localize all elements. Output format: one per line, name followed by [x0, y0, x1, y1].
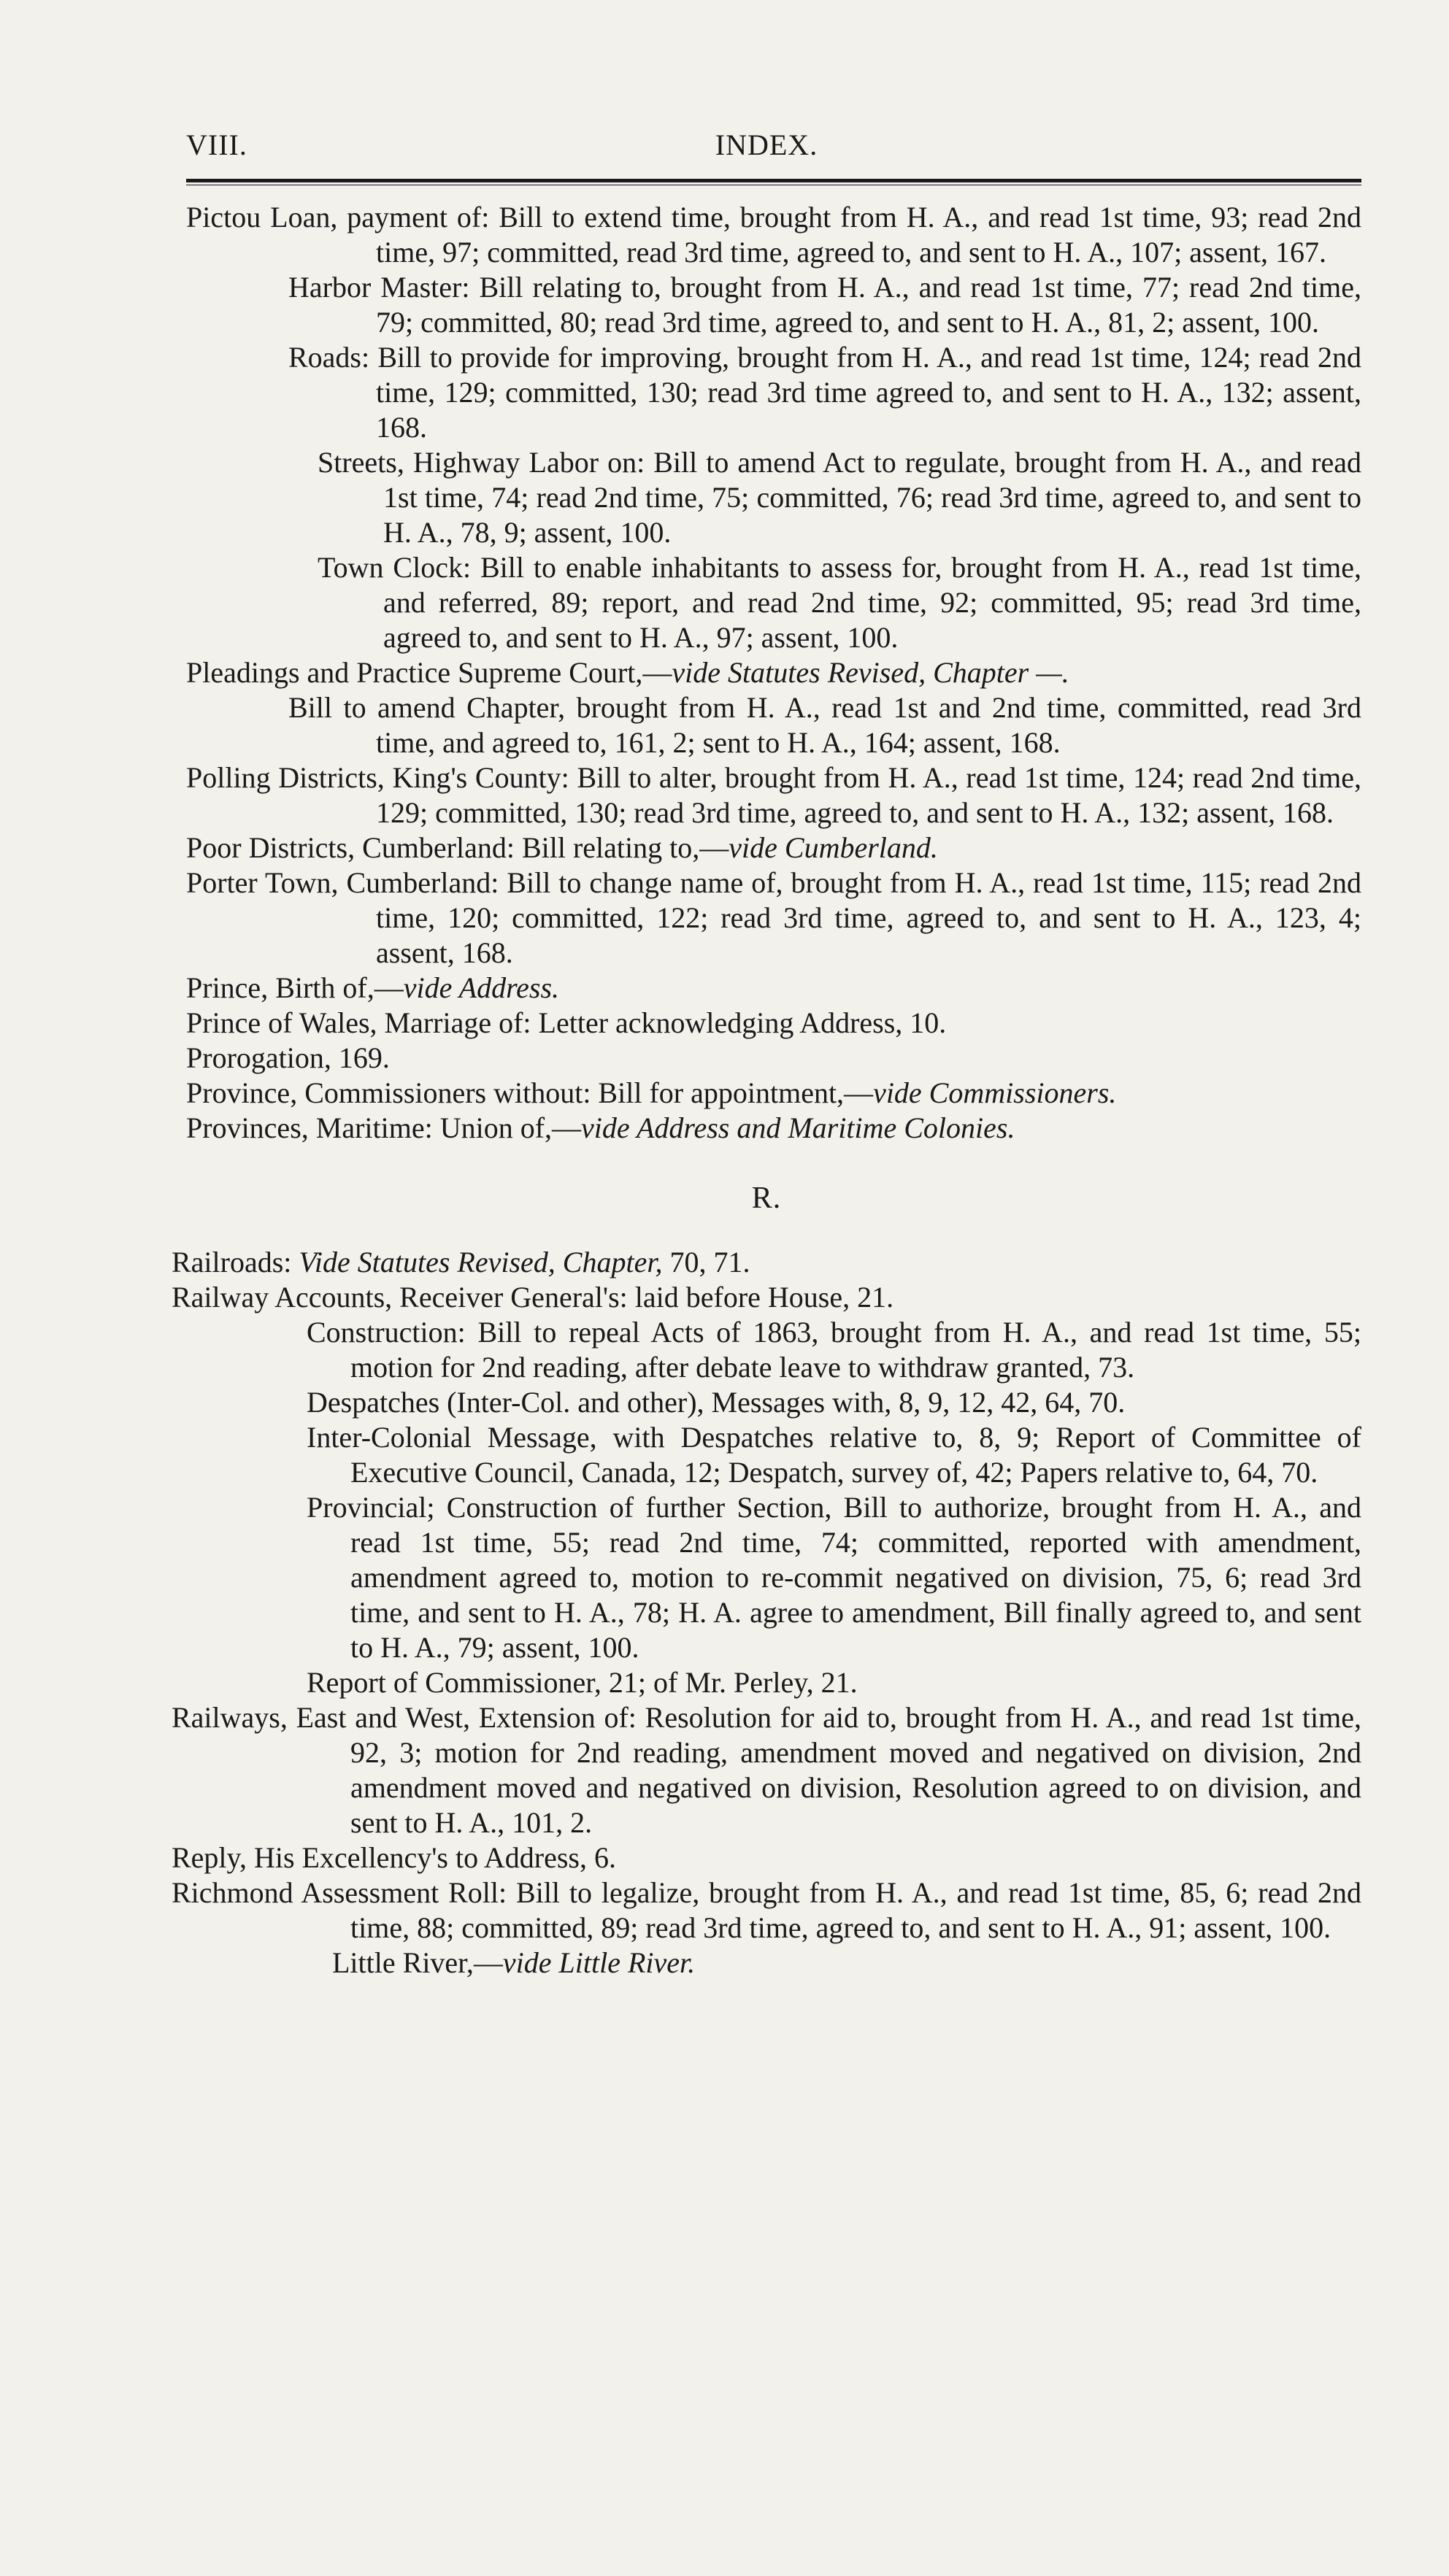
index-subentry: Town Clock: Bill to enable inhabitants to assess for, brought from H. A., read 1st time, and referred, 89; report, and read 2nd time, 92; committed, 95; read 3rd time, agreed to, and sent to H. A., 97; assent, 100.: [318, 551, 1361, 654]
header-rule: [186, 179, 1361, 185]
page-title: INDEX.: [715, 128, 818, 161]
index-subentry: Provincial; Construction of further Section, Bill to authorize, brought from H. A., and read 1st time, 55; read 2nd time, 74; committed, reported with amendment, amendment agreed to, motion to re-commit negatived on division, 75, 6; read 3rd time, and sent to H. A., 78; H. A. agree to amendment, Bill finally agreed to, and sent to H. A., 79; assent, 100.: [307, 1491, 1361, 1664]
index-entry: Prince of Wales, Marriage of: Letter acknowledging Address, 10.: [186, 1006, 947, 1039]
section-heading-r: R.: [751, 1181, 782, 1215]
index-subentry: Despatches (Inter-Col. and other), Messages with, 8, 9, 12, 42, 64, 70.: [307, 1386, 1126, 1419]
index-subentry: Harbor Master: Bill relating to, brought from H. A., and read 1st time, 77; read 2nd time, 79; committed, 80; read 3rd time, agreed to, and sent to H. A., 81, 2; assent, 100.: [288, 271, 1361, 339]
page-folio: VIII.: [186, 128, 247, 161]
index-entry: Province, Commissioners without: Bill for appointment,—vide Commissioners.: [186, 1076, 1117, 1109]
index-subentry: Inter-Colonial Message, with Despatches relative to, 8, 9; Report of Committee of Executive Council, Canada, 12; Despatch, survey of, 42; Papers relative to, 64, 70.: [307, 1421, 1361, 1489]
index-subentry: Streets, Highway Labor on: Bill to amend Act to regulate, brought from H. A., and read 1st time, 74; read 2nd time, 75; committed, 76; read 3rd time, agreed to, and sent to H. A., 78, 9; assent, 100.: [318, 446, 1361, 549]
index-subentry: Bill to amend Chapter, brought from H. A., read 1st and 2nd time, committed, read 3rd time, and agreed to, 161, 2; sent to H. A., 164; assent, 168.: [288, 691, 1361, 759]
index-subentry: Little River,—vide Little River.: [332, 1946, 696, 1979]
index-entry: Pleadings and Practice Supreme Court,—vide Statutes Revised, Chapter —.: [186, 656, 1069, 689]
index-entry: Porter Town, Cumberland: Bill to change name of, brought from H. A., read 1st time, 115; read 2nd time, 120; committed, 122; read 3rd time, agreed to, and sent to H. A., 123, 4; assent, 168.: [186, 866, 1361, 969]
index-entry: Railroads: Vide Statutes Revised, Chapter, 70, 71.: [172, 1246, 750, 1279]
index-entry: Prorogation, 169.: [186, 1041, 390, 1074]
index-entry: Richmond Assessment Roll: Bill to legalize, brought from H. A., and read 1st time, 85, 6; read 2nd time, 88; committed, 89; read 3rd time, agreed to, and sent to H. A., 91; assent, 100.: [172, 1876, 1361, 1944]
index-entries: [172, 200, 1361, 1981]
index-page: [172, 120, 1361, 1981]
page-header: [172, 120, 1361, 164]
index-entry: Pictou Loan, payment of: Bill to extend time, brought from H. A., and read 1st time, 93; read 2nd time, 97; committed, read 3rd time, agreed to, and sent to H. A., 107; assent, 167.: [186, 201, 1361, 269]
index-entry: Railway Accounts, Receiver General's: laid before House, 21.: [172, 1281, 894, 1314]
index-entry: Polling Districts, King's County: Bill to alter, brought from H. A., read 1st time, 124; read 2nd time, 129; committed, 130; read 3rd time, agreed to, and sent to H. A., 132; assent, 168.: [186, 761, 1361, 829]
index-subentry: Report of Commissioner, 21; of Mr. Perley, 21.: [307, 1666, 858, 1699]
index-entry: Reply, His Excellency's to Address, 6.: [172, 1841, 616, 1874]
index-entry: Railways, East and West, Extension of: Resolution for aid to, brought from H. A., and read 1st time, 92, 3; motion for 2nd reading, amendment moved and negatived on division, 2nd amendment moved and negatived on division, Resolution agreed to on division, and sent to H. A., 101, 2.: [172, 1701, 1361, 1839]
index-subentry: Construction: Bill to repeal Acts of 1863, brought from H. A., and read 1st time, 55; motion for 2nd reading, after debate leave to withdraw granted, 73.: [307, 1316, 1361, 1384]
index-entry: Prince, Birth of,—vide Address.: [186, 971, 560, 1004]
index-subentry: Roads: Bill to provide for improving, brought from H. A., and read 1st time, 124; read 2nd time, 129; committed, 130; read 3rd time agreed to, and sent to H. A., 132; assent, 168.: [288, 341, 1361, 444]
index-entry: Provinces, Maritime: Union of,—vide Address and Maritime Colonies.: [186, 1111, 1015, 1144]
index-entry: Poor Districts, Cumberland: Bill relating to,—vide Cumberland.: [186, 831, 938, 864]
